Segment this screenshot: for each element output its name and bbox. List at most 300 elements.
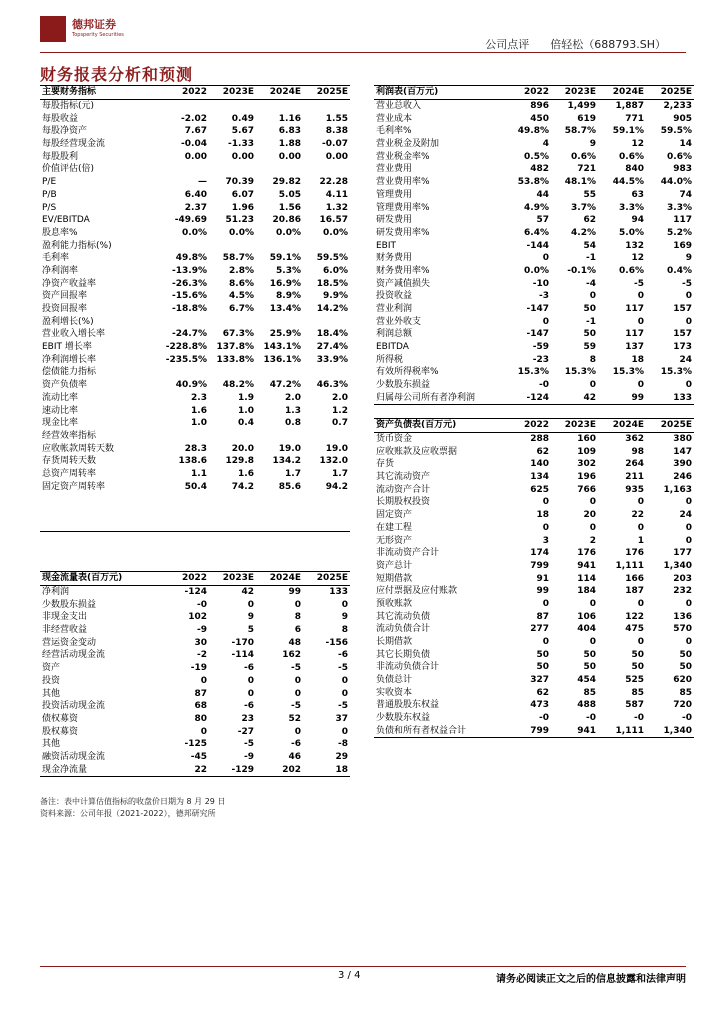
cell-value: 0.8 [285, 418, 301, 429]
table-row [374, 471, 694, 484]
cell-value: 106 [577, 611, 596, 622]
cell-value: -5 [244, 739, 254, 750]
table-row [374, 341, 694, 354]
cell-value: 50.4 [184, 481, 207, 492]
cell-value [209, 430, 256, 443]
cell-value: 187 [625, 586, 644, 597]
cell-value: -24.7% [172, 329, 207, 340]
row-label: 营业成本 [376, 113, 413, 124]
cell-value: 162 [282, 650, 301, 661]
cell-value: 18 [631, 354, 644, 365]
table-row [374, 712, 694, 725]
cell-value: -129 [209, 763, 256, 776]
year-header: 2024E [256, 86, 303, 100]
row-label: 利润总额 [376, 329, 413, 340]
cell-value [256, 315, 303, 328]
cell-value: 62 [583, 215, 596, 226]
table-row [374, 648, 694, 661]
cell-value: 22 [631, 510, 644, 521]
table-row [40, 585, 350, 598]
cell-value: 327 [530, 675, 549, 686]
cell-value: 18.4% [316, 329, 348, 340]
cell-value: 58.7% [222, 253, 254, 264]
cell-value: 5.05 [278, 189, 301, 200]
cell-value: 9 [589, 139, 596, 150]
cell-value: 23 [241, 713, 254, 724]
cell-value: 46 [288, 751, 301, 762]
table-row [40, 493, 350, 506]
cell-value [162, 493, 209, 506]
row-label: 存货 [376, 459, 395, 470]
cell-value: 59.1% [269, 253, 301, 264]
cell-value: 0 [542, 253, 549, 264]
cell-value: 8.9% [276, 291, 301, 302]
row-label: 其它流动资产 [376, 472, 431, 483]
year-header: 2024E [256, 572, 303, 586]
cell-value: 12 [631, 139, 644, 150]
cell-value: -13.9% [172, 265, 207, 276]
cell-value: 619 [577, 113, 596, 124]
cell-value: -0 [197, 599, 207, 610]
row-label: 债权募资 [42, 713, 79, 724]
row-label: 资产减值损失 [376, 278, 431, 289]
cell-value: 54 [583, 240, 596, 251]
table-header-row [374, 86, 694, 100]
row-label: 其他 [42, 688, 61, 699]
cell-value: -0 [634, 713, 644, 724]
cell-value [303, 518, 350, 531]
table-row [40, 700, 350, 713]
header-divider [40, 52, 686, 53]
cell-value: 52 [288, 713, 301, 724]
cell-value: 94.2 [325, 481, 348, 492]
row-label: P/B [42, 189, 57, 200]
year-header: 2023E [551, 86, 598, 100]
cell-value: 0.00 [184, 151, 207, 162]
page-number: 3 / 4 [338, 970, 361, 981]
cell-value: -0 [586, 713, 596, 724]
cell-value: 1.9 [238, 392, 254, 403]
table-row [40, 290, 350, 303]
cell-value: 49.8% [175, 253, 207, 264]
table-title: 现金流量表(百万元) [40, 572, 162, 586]
cell-value: 174 [530, 548, 549, 559]
cell-value: 9 [341, 612, 348, 623]
cell-value: 24 [679, 354, 692, 365]
cell-value: 6.4% [524, 227, 549, 238]
table-row [40, 725, 350, 738]
cell-value: 983 [673, 164, 692, 175]
cell-value: 6.83 [278, 126, 301, 137]
table-row [40, 239, 350, 252]
logo-name: 德邦证券 [72, 18, 116, 31]
cell-value [162, 163, 209, 176]
table-row [40, 163, 350, 176]
row-label: 固定资产周转率 [42, 481, 106, 492]
cell-value: 896 [530, 101, 549, 112]
cell-value: 50 [631, 662, 644, 673]
table-row [374, 496, 694, 509]
cell-value: 2.37 [184, 202, 207, 213]
cell-value: 488 [577, 700, 596, 711]
table-row [40, 624, 350, 637]
cell-value: -144 [526, 240, 549, 251]
year-header: 2022 [162, 86, 209, 100]
cell-value: 0 [542, 637, 549, 648]
row-label: 资产总计 [376, 560, 413, 571]
cell-value: 58.7% [564, 126, 596, 137]
row-label: 非经营收益 [42, 625, 88, 636]
table-row [374, 560, 694, 573]
cell-value: 1,111 [615, 560, 644, 571]
cell-value: 0.0% [524, 265, 549, 276]
table-row [374, 610, 694, 623]
cell-value: — [198, 177, 207, 188]
year-header: 2025E [303, 572, 350, 586]
cell-value: 169 [673, 240, 692, 251]
table-row [40, 392, 350, 405]
table-row [40, 99, 350, 112]
cell-value: 50 [679, 662, 692, 673]
row-label: 偿债能力指标 [42, 367, 97, 378]
cell-value: 1,163 [663, 484, 692, 495]
cell-value: 15.3% [517, 367, 549, 378]
cell-value: 0 [637, 291, 644, 302]
cell-value: 8.38 [325, 126, 348, 137]
cell-value: 0 [341, 599, 348, 610]
cell-value: 62 [536, 687, 549, 698]
table-row [40, 112, 350, 125]
row-label: EBIT 增长率 [42, 342, 92, 353]
cell-value: 0.4 [238, 418, 254, 429]
cell-value: -6 [244, 663, 254, 674]
cell-value: 3.7% [571, 202, 596, 213]
cell-value: 0 [685, 535, 692, 546]
row-label: 毛利率% [376, 126, 412, 137]
cell-value: 1.88 [278, 139, 301, 150]
row-label: 营业费用 [376, 164, 413, 175]
cell-value: 47.2% [269, 380, 301, 391]
row-label: 营业总收入 [376, 101, 422, 112]
cell-value: -10 [532, 278, 549, 289]
row-label: 每股股利 [42, 151, 79, 162]
cell-value: 166 [625, 573, 644, 584]
table-header-row [40, 572, 350, 586]
cell-value: -0.07 [322, 139, 348, 150]
cell-value: -125 [184, 739, 207, 750]
cell-value: 1.6 [238, 468, 254, 479]
cell-value: 620 [673, 675, 692, 686]
cell-value: -45 [190, 751, 207, 762]
cell-value [303, 430, 350, 443]
income-statement-table [374, 85, 694, 405]
cell-value: 18 [303, 763, 350, 776]
row-label: 速动比率 [42, 405, 79, 416]
row-label: 资产 [42, 663, 61, 674]
cell-value: 30 [194, 637, 207, 648]
row-label: 长期借款 [376, 637, 413, 648]
cell-value: 28.3 [184, 443, 207, 454]
cell-value: 1,887 [615, 101, 644, 112]
cell-value: 4 [542, 139, 549, 150]
cell-value: -235.5% [165, 354, 207, 365]
table-row [374, 138, 694, 151]
cell-value: 0 [247, 599, 254, 610]
cell-value: 1.3 [285, 405, 301, 416]
year-header: 2025E [303, 86, 350, 100]
cell-value [209, 163, 256, 176]
cell-value: 3.3% [619, 202, 644, 213]
logo-icon [40, 16, 66, 42]
cell-value: 132.0 [319, 456, 348, 467]
row-label: 营业外收支 [376, 316, 422, 327]
cell-value: 67.3% [222, 329, 254, 340]
cell-value: 122 [625, 611, 644, 622]
table-row [40, 252, 350, 265]
cell-value: 766 [577, 484, 596, 495]
table-row [40, 265, 350, 278]
cell-value: 136.1% [263, 354, 301, 365]
cell-value [162, 430, 209, 443]
table-row [374, 366, 694, 379]
cell-value: 0 [247, 688, 254, 699]
cell-value: 196 [577, 472, 596, 483]
row-label: 现金比率 [42, 418, 79, 429]
cell-value: 33.9% [316, 354, 348, 365]
table-row [374, 585, 694, 598]
cell-value: -156 [325, 637, 348, 648]
table-row [374, 290, 694, 303]
cell-value: 0 [589, 291, 596, 302]
cell-value: 25.9% [269, 329, 301, 340]
cell-value: 62 [536, 446, 549, 457]
table-row [40, 713, 350, 726]
cell-value: -27 [237, 726, 254, 737]
cell-value: 53.8% [517, 177, 549, 188]
cell-value: 0.0% [182, 227, 207, 238]
cell-value [303, 506, 350, 519]
cell-value: 50 [679, 649, 692, 660]
row-label: 流动负债合计 [376, 624, 431, 635]
cell-value: 1.96 [231, 202, 254, 213]
cell-value: 176 [625, 548, 644, 559]
cell-value: 133.8% [216, 354, 254, 365]
cell-value: -0.04 [181, 139, 207, 150]
cell-value: 98 [631, 446, 644, 457]
table-row [374, 509, 694, 522]
cell-value: 2,233 [663, 101, 692, 112]
table-row [40, 455, 350, 468]
table-row [40, 138, 350, 151]
cell-value: 0 [637, 637, 644, 648]
cell-value: 0.0% [323, 227, 348, 238]
row-label: 其他 [42, 739, 61, 750]
table-row [374, 458, 694, 471]
cell-value: 117 [625, 304, 644, 315]
row-label: 总资产周转率 [42, 468, 97, 479]
table-row [374, 725, 694, 738]
cell-value: 15.3% [612, 367, 644, 378]
table-row [40, 341, 350, 354]
cell-value: 0 [637, 598, 644, 609]
cell-value: 63 [631, 189, 644, 200]
row-label: 少数股东损益 [42, 599, 97, 610]
cell-value: 177 [673, 548, 692, 559]
row-label: 经营效率指标 [42, 430, 97, 441]
cell-value: -6 [291, 739, 301, 750]
row-label: 应收帐款周转天数 [42, 443, 115, 454]
cell-value: 6.07 [231, 189, 254, 200]
cell-value: 0 [247, 675, 254, 686]
cell-value: 1.1 [191, 468, 207, 479]
row-label: 投资 [42, 675, 61, 686]
year-header: 2023E [209, 572, 256, 586]
cell-value: 0.7 [332, 418, 348, 429]
row-label: P/S [42, 202, 57, 213]
row-label: 非现金支出 [42, 612, 88, 623]
table-row [40, 598, 350, 611]
table-row [374, 112, 694, 125]
cell-value: 1.0 [191, 418, 207, 429]
table-row [40, 468, 350, 481]
cell-value: 799 [504, 725, 551, 738]
cell-value: 68 [194, 701, 207, 712]
table-row [374, 150, 694, 163]
cell-value: 44 [536, 189, 549, 200]
cell-value: 117 [625, 329, 644, 340]
cell-value: 85 [583, 687, 596, 698]
cell-value: -5 [338, 701, 348, 712]
year-header: 2022 [504, 419, 551, 433]
cell-value: -6 [338, 650, 348, 661]
table-row [374, 163, 694, 176]
cell-value: 1,340 [663, 560, 692, 571]
cell-value [256, 239, 303, 252]
cell-value: -5 [291, 701, 301, 712]
table-row [40, 379, 350, 392]
cell-value [303, 163, 350, 176]
cell-value: 0 [589, 380, 596, 391]
row-label: 非流动负债合计 [376, 662, 440, 673]
cell-value [209, 506, 256, 519]
row-label: 每股经营现金流 [42, 139, 106, 150]
table-row [374, 483, 694, 496]
table-row [40, 227, 350, 240]
row-label: 归属母公司所有者净利润 [374, 392, 504, 405]
logo-name-en: Topsperity Securities [72, 32, 124, 38]
cell-value: 50 [583, 329, 596, 340]
cell-value: 1.55 [325, 113, 348, 124]
cell-value: 0.6% [571, 151, 596, 162]
cell-value: 905 [673, 113, 692, 124]
year-header: 2025E [646, 419, 694, 433]
cell-value: 0 [685, 380, 692, 391]
cell-value: 203 [673, 573, 692, 584]
legal-disclaimer: 请务必阅读正文之后的信息披露和法律声明 [496, 974, 686, 985]
row-label: 盈利增长(%) [42, 316, 94, 327]
table-row [40, 417, 350, 430]
table-row [40, 366, 350, 379]
cell-value: -1 [586, 316, 596, 327]
cell-value: 0 [341, 726, 348, 737]
cell-value: 143.1% [263, 342, 301, 353]
cell-value: 50 [631, 649, 644, 660]
row-label: 其它长期负债 [376, 649, 431, 660]
cell-value: 0 [542, 522, 549, 533]
cell-value: 0 [685, 522, 692, 533]
cell-value [162, 366, 209, 379]
cell-value: 85 [631, 687, 644, 698]
table-row [40, 649, 350, 662]
cell-value: 720 [673, 700, 692, 711]
cell-value: 59.5% [660, 126, 692, 137]
row-label: 研发费用率% [376, 227, 430, 238]
cell-value: 202 [256, 763, 303, 776]
table-row [374, 328, 694, 341]
row-label: 净资产收益率 [42, 278, 97, 289]
cell-value [256, 518, 303, 531]
year-header: 2023E [551, 419, 598, 433]
cell-value: 0 [294, 675, 301, 686]
cell-value [162, 506, 209, 519]
table-row [40, 506, 350, 519]
cell-value: 134 [530, 472, 549, 483]
cell-value: 587 [625, 700, 644, 711]
table-notes [40, 796, 225, 820]
row-label: 流动资产合计 [376, 484, 431, 495]
cell-value: 19.0 [278, 443, 301, 454]
row-label: 研发费用 [376, 215, 413, 226]
table-row [374, 239, 694, 252]
row-label: EBITDA [376, 342, 409, 353]
cell-value: 85.6 [278, 481, 301, 492]
row-label: 无形资产 [376, 535, 413, 546]
row-label: 少数股东权益 [376, 713, 431, 724]
cell-value: 264 [625, 459, 644, 470]
cell-value: 0.4% [667, 265, 692, 276]
cell-value: 133 [329, 587, 348, 598]
cell-value: 1.32 [325, 202, 348, 213]
cell-value: 59.1% [612, 126, 644, 137]
cell-value: 288 [530, 434, 549, 445]
cell-value: 42 [551, 392, 598, 405]
cell-value: 57 [536, 215, 549, 226]
table-row [374, 392, 694, 405]
table-row [374, 547, 694, 560]
cell-value: -5 [291, 663, 301, 674]
table-row [374, 445, 694, 458]
cell-value: 138.6 [178, 456, 207, 467]
cell-value: 1,340 [646, 725, 694, 738]
table-row [40, 430, 350, 443]
cell-value: 9.9% [323, 291, 348, 302]
cell-value: 482 [530, 164, 549, 175]
cell-value: 12 [631, 253, 644, 264]
cell-value: 0.00 [278, 151, 301, 162]
row-label: 营业收入增长率 [42, 329, 106, 340]
cell-value: 1.6 [191, 405, 207, 416]
year-header: 2024E [598, 86, 646, 100]
cell-value: 0 [542, 497, 549, 508]
cell-value: 9 [247, 612, 254, 623]
table-row [374, 534, 694, 547]
cell-value: 46.3% [316, 380, 348, 391]
cell-value: -59 [532, 342, 549, 353]
row-label: 负债和所有者权益合计 [374, 725, 504, 738]
row-label: 每股收益 [42, 113, 79, 124]
table-row [40, 404, 350, 417]
row-label: 普通股股东权益 [376, 700, 440, 711]
